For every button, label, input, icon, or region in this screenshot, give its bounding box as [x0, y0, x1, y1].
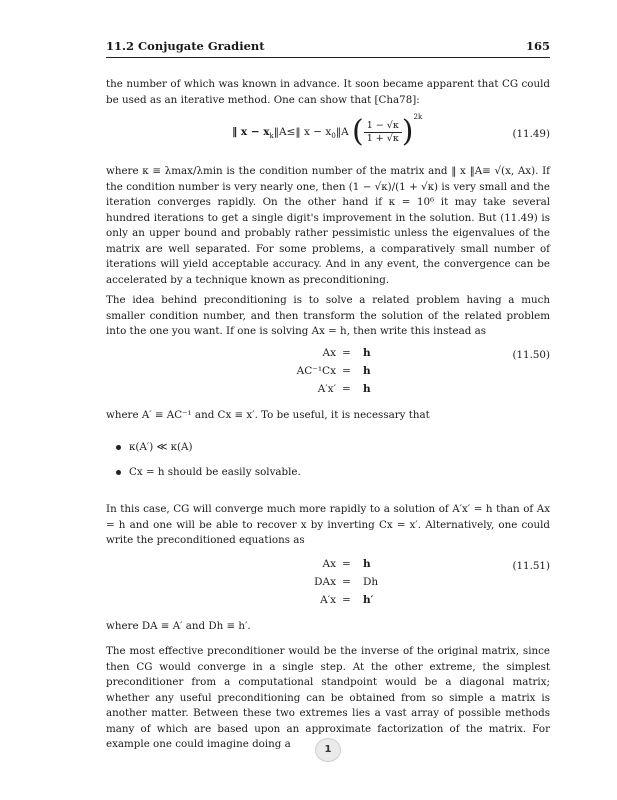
equation-number-11-50: (11.50)	[512, 349, 550, 361]
eq1-exponent: 2k	[413, 113, 423, 121]
eq3-row3-lhs: A′x	[320, 594, 336, 606]
bullet-dot	[116, 470, 121, 475]
header-rule	[106, 57, 550, 58]
eq3-row3-rhs: h′	[363, 594, 374, 606]
eq3-row2-rhs: Dh	[363, 576, 379, 588]
eq1-rhs: ‖A	[335, 126, 349, 138]
paragraph-5: In this case, CG will converge much more rapidly to a solution of A′x′ = h than of Ax = h and one will be able to recover x by inverting Cx = x′. Alternatively, one could write the preconditioned equations as	[106, 503, 550, 546]
equation-11-49	[232, 113, 423, 149]
eq3-row1-op: =	[342, 558, 351, 570]
eq3-row1-lhs: Ax	[322, 558, 336, 570]
section-title: 11.2 Conjugate Gradient	[106, 39, 265, 53]
equation-number-11-49: (11.49)	[512, 128, 550, 140]
eq3-row2-lhs: DAx	[314, 576, 336, 588]
eq1-fraction	[364, 120, 402, 145]
eq2-row2-lhs: AC⁻¹Cx	[296, 365, 336, 377]
eq2-row1-lhs: Ax	[322, 347, 336, 359]
left-paren: (	[352, 114, 364, 149]
eq1-sub-0: 0	[331, 132, 336, 141]
eq1-lhs: ‖ x − x	[232, 126, 270, 138]
eq2-row2-op: =	[342, 365, 351, 377]
paragraph-4: where A′ ≡ AC⁻¹ and Cx ≡ x′. To be useful, it is necessary that	[106, 409, 430, 421]
eq1-denominator: 1 + √κ	[366, 132, 399, 144]
eq2-row1-rhs: h	[363, 347, 371, 359]
bullet-1	[116, 441, 192, 453]
paragraph-1: the number of which was known in advance. It soon became apparent that CG could be used as an iterative method. One can show that [Cha78]:	[106, 78, 550, 106]
paragraph-7: The most effective preconditioner would be the inverse of the original matrix, since then CG would converge in a single step. At the other extreme, the simplest preconditioner from a computational standpoint would be a diagonal matrix; whether any useful preconditioning can be obtained from so simple a matrix is another matter. Between these two extremes lies a vast array of possible methods many of which are based upon an approximate factorization of the matrix. For example one could imagine doing a	[106, 645, 550, 750]
eq2-row3-lhs: A′x′	[317, 383, 336, 395]
eq1-mid: ‖A≤‖ x − x	[273, 126, 332, 138]
bullet-dot	[116, 445, 121, 450]
eq3-row2-op: =	[342, 576, 351, 588]
eq2-row2-rhs: h	[363, 365, 371, 377]
paragraph-3: The idea behind preconditioning is to solve a related problem having a much smaller condition number, and then transform the solution of the related problem into the one you want. If one is solving Ax = h, then write this instead as	[106, 294, 550, 337]
right-paren: )	[401, 114, 414, 149]
eq1-sub-k: k	[269, 132, 274, 141]
page-number: 165	[525, 39, 550, 53]
bullet-2-text: Cx = h should be easily solvable.	[129, 466, 301, 478]
bullet-1-text: κ(A′) ≪ κ(A)	[129, 441, 193, 453]
paragraph-6: where DA ≡ A′ and Dh ≡ h′.	[106, 620, 251, 632]
bullet-2	[116, 466, 301, 478]
equation-number-11-51: (11.51)	[512, 560, 550, 572]
page-indicator-button[interactable]: 1	[315, 738, 341, 762]
eq3-row1-rhs: h	[363, 558, 371, 570]
eq1-numerator: 1 − √κ	[364, 120, 402, 133]
eq2-row3-op: =	[342, 383, 351, 395]
paragraph-2: where κ ≡ λmax/λmin is the condition number of the matrix and ‖ x ‖A≡ √(x, Ax). If the condition number is very nearly one, then (1 − √κ)/(1 + √κ) is very small and the iteration converges rapidly. On the other hand if κ = 10⁶ it may take several hundred iterations to get a single digit's improvement in the solution. But (11.49) is only an upper bound and probably rather pessimistic unless the eigenvalues of the matrix are well separated. For some problems, a comparatively small number of iterations will yield acceptable accuracy. And in any event, the convergence can be accelerated by a technique known as preconditioning.	[106, 165, 550, 286]
eq3-row3-op: =	[342, 594, 351, 606]
eq2-row1-op: =	[342, 347, 351, 359]
eq2-row3-rhs: h	[363, 383, 371, 395]
